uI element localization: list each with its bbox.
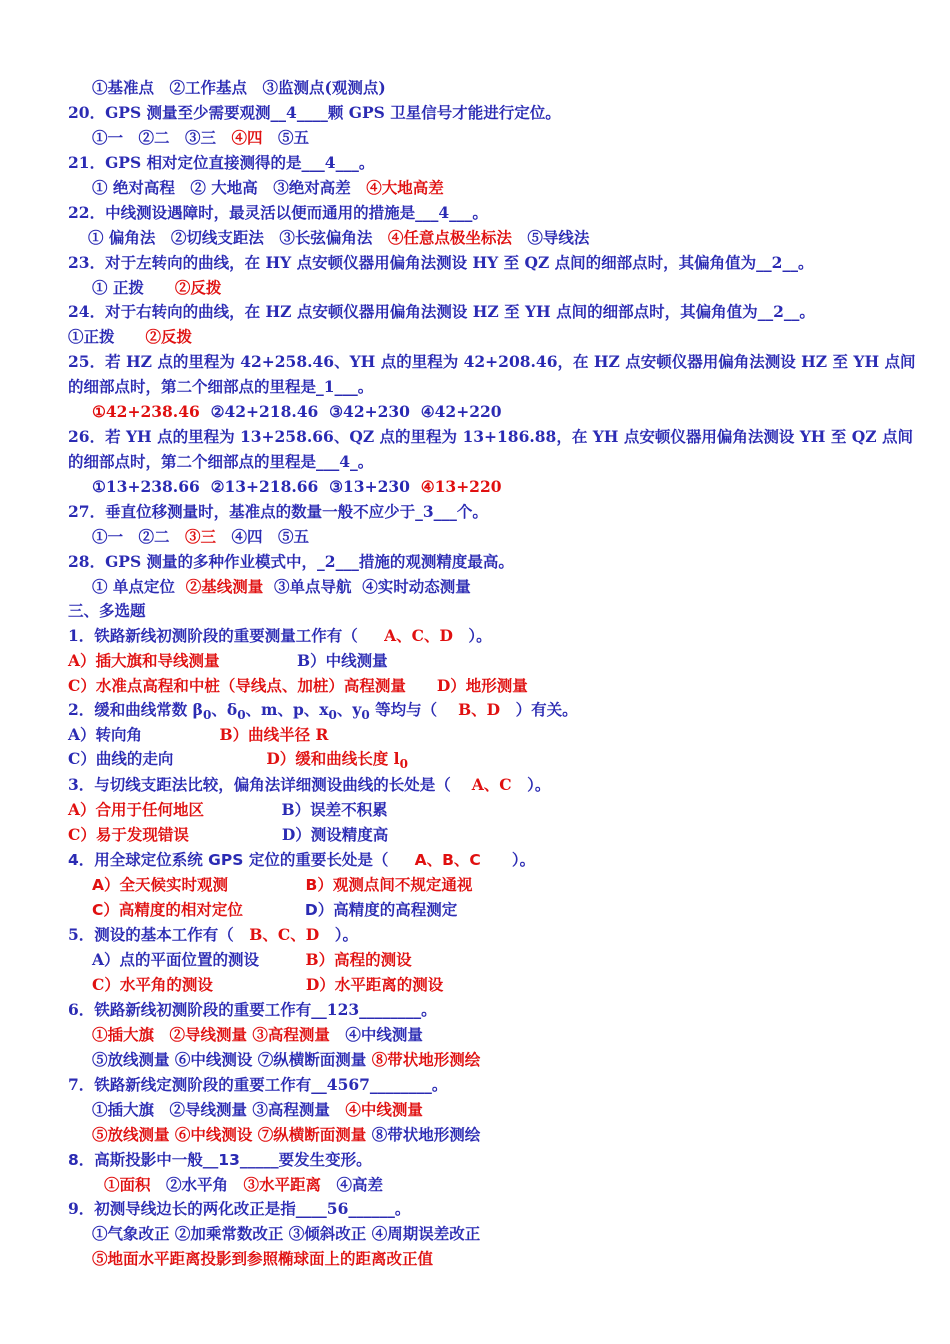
- text-line: [68, 601, 146, 621]
- text-line: [68, 203, 488, 223]
- answer-text: ③水平距离: [243, 1175, 322, 1194]
- question-text: 4．用全球定位系统 GPS 定位的重要长处是（: [68, 851, 415, 869]
- text-line: [92, 1249, 433, 1269]
- question-text: 21．GPS 相对定位直接测得的是___4___。: [68, 153, 375, 172]
- question-text: 的细部点时，第二个细部点的里程是_1___。: [68, 377, 374, 396]
- text-line: [92, 128, 309, 148]
- answer-text: C）水准点高程和中桩（导线点、加桩）高程测量 D）地形测量: [68, 676, 528, 695]
- text-line: [68, 800, 388, 820]
- question-text: D）测设精度高: [188, 825, 389, 844]
- question-text: ④中线测量: [329, 1025, 423, 1044]
- subscript: 0: [361, 708, 370, 722]
- question-text: 3．与切线支距法比较，偏角法详细测设曲线的长处是（: [68, 775, 472, 794]
- question-text: 6．铁路新线初测阶段的重要工作有__123________。: [68, 1000, 437, 1019]
- question-text: 27．垂直位移测量时，基准点的数量一般不应少于_3___个。: [68, 502, 488, 521]
- question-text: ）。: [480, 851, 536, 869]
- text-line: [88, 228, 589, 248]
- question-text: C）曲线的走向: [68, 749, 267, 768]
- subscript: 0: [328, 708, 337, 722]
- text-line: [92, 975, 443, 995]
- text-line: [68, 775, 550, 795]
- question-text: 22．中线测设遇障时，最灵活以便而通用的措施是___4___。: [68, 203, 488, 222]
- question-text: D）高精度的高程测定: [242, 901, 458, 919]
- text-line: [68, 825, 388, 845]
- text-line: [68, 725, 328, 745]
- question-text: ①插大旗 ②导线测量 ③高程测量: [92, 1100, 346, 1119]
- answer-text: A、B、C: [414, 851, 481, 869]
- text-line: [68, 377, 373, 397]
- question-text: 20．GPS 测量至少需要观测__4____颗 GPS 卫星信号才能进行定位。: [68, 103, 561, 122]
- text-line: [92, 1224, 480, 1244]
- text-line: [68, 1199, 410, 1219]
- question-text: 8．高斯投影中一般__13_____要发生变形。: [68, 1151, 372, 1169]
- question-text: ①基准点 ②工作基点 ③监测点(观测点): [92, 78, 386, 97]
- question-text: ①13+238.66 ②13+218.66 ③13+230: [92, 477, 421, 496]
- answer-text: A）合用于任何地区: [68, 800, 205, 819]
- question-text: ）。: [452, 626, 492, 645]
- question-text: 25．若 HZ 点的里程为 42+258.46、YH 点的里程为 42+208.46，在 HZ 点安顿仪器用偏角法测设 HZ 至 YH 点间: [68, 352, 916, 371]
- question-text: 5．测设的基本工作有（: [68, 925, 250, 944]
- text-line: [92, 875, 472, 895]
- answer-text: ④四: [231, 128, 263, 147]
- question-text: 、m、p、x: [245, 700, 329, 719]
- question-text: ① 单点定位: [92, 577, 186, 596]
- text-line: [92, 1050, 480, 1070]
- answer-text: ①插大旗 ②导线测量 ③高程测量: [92, 1025, 330, 1044]
- question-text: ②42+218.46 ③42+230 ④42+220: [199, 402, 502, 421]
- answer-text: B、C、D: [249, 925, 320, 944]
- answer-text: B）曲线半径 R: [219, 725, 329, 744]
- question-text: 、y: [336, 700, 362, 719]
- question-text: 23．对于左转向的曲线，在 HY 点安顿仪器用偏角法测设 HY 至 QZ 点间的细部点时，其偏角值为__2__。: [68, 253, 814, 272]
- question-text: 24．对于右转向的曲线，在 HZ 点安顿仪器用偏角法测设 HZ 至 YH 点间的细部点时，其偏角值为__2__。: [68, 302, 815, 321]
- text-line: [68, 925, 358, 945]
- text-line: [92, 402, 502, 422]
- text-line: [68, 1000, 437, 1020]
- question-text: ①一 ②二: [92, 527, 186, 546]
- question-text: [213, 975, 306, 994]
- answer-text: ④13+220: [420, 477, 502, 496]
- question-text: 等均与（: [369, 700, 459, 719]
- question-text: 7．铁路新线定测阶段的重要工作有__4567________。: [68, 1075, 448, 1094]
- question-text: 三、多选题: [68, 601, 146, 620]
- answer-text: ⑤地面水平距离投影到参照椭球面上的距离改正值: [92, 1249, 434, 1268]
- text-line: [92, 477, 502, 497]
- question-text: ⑤五: [262, 128, 310, 147]
- question-text: ）有关。: [500, 700, 578, 719]
- answer-text: A）插大旗和导线测量: [68, 651, 220, 670]
- question-text: ③单点导航 ④实时动态测量: [263, 577, 471, 596]
- text-line: [68, 1150, 372, 1170]
- text-line: [68, 749, 408, 770]
- question-text: [228, 876, 306, 894]
- answer-text: C）高精度的相对定位: [92, 901, 243, 919]
- question-text: 9．初测导线边长的两化改正是指____56______。: [68, 1199, 411, 1218]
- question-text: 2．缓和曲线常数 β: [68, 700, 203, 719]
- answer-text: ④大地高差: [366, 178, 444, 197]
- answer-text: D）水平距离的测设: [305, 975, 444, 994]
- text-line: [68, 676, 528, 696]
- text-line: [92, 577, 471, 597]
- text-line: [68, 552, 514, 572]
- text-line: [68, 153, 374, 173]
- question-text: ②水平角: [150, 1175, 244, 1194]
- subscript: 0: [237, 708, 246, 722]
- text-line: [92, 78, 386, 98]
- answer-text: B）观测点间不规定通视: [305, 876, 473, 894]
- answer-text: A、C: [471, 775, 512, 794]
- text-line: [92, 527, 309, 547]
- text-line: [68, 427, 913, 447]
- question-text: ① 正拨: [92, 278, 175, 297]
- subscript: 0: [202, 708, 212, 722]
- question-text: B）中线测量: [219, 651, 388, 670]
- text-line: [92, 178, 444, 198]
- answer-text: ①42+238.46: [92, 402, 200, 421]
- text-line: [68, 502, 488, 522]
- answer-text: ⑤放线测量 ⑥中线测设 ⑦纵横断面测量: [92, 1125, 367, 1144]
- question-text: ①一 ②二 ③三: [92, 128, 232, 147]
- text-line: [68, 452, 373, 472]
- text-line: [92, 1125, 480, 1145]
- answer-text: D）缓和曲线长度 l: [266, 749, 400, 768]
- question-text: 1．铁路新线初测阶段的重要测量工作有（: [68, 626, 385, 645]
- text-line: [68, 327, 192, 347]
- question-text: 28．GPS 测量的多种作业模式中，_2___措施的观测精度最高。: [68, 552, 514, 571]
- answer-text: ②反拨: [145, 327, 193, 346]
- text-line: [68, 302, 815, 322]
- question-text: ①正拨: [68, 327, 146, 346]
- text-line: [68, 651, 388, 671]
- answer-text: C）易于发现错误: [68, 825, 189, 844]
- answer-text: B、D: [458, 700, 501, 719]
- question-text: ④四 ⑤五: [216, 527, 310, 546]
- text-line: [68, 1075, 447, 1095]
- question-text: ⑤放线测量 ⑥中线测设 ⑦纵横断面测量: [92, 1050, 372, 1069]
- text-line: [68, 103, 561, 123]
- text-line: [92, 278, 221, 298]
- question-text: ）。: [319, 925, 358, 944]
- question-text: B）误差不积累: [204, 800, 388, 819]
- text-line: [92, 950, 412, 970]
- text-line: [68, 626, 492, 646]
- answer-text: C）水平角的测设: [92, 975, 213, 994]
- question-text: 的细部点时，第二个细部点的里程是___4_。: [68, 452, 374, 471]
- answer-text: ②基线测量: [185, 577, 264, 596]
- answer-text: ⑧带状地形测绘: [371, 1050, 481, 1069]
- answer-text: ④中线测量: [345, 1100, 423, 1119]
- question-text: 26．若 YH 点的里程为 13+258.66、QZ 点的里程为 13+186.88，在 YH 点安顿仪器用偏角法测设 YH 至 QZ 点间: [68, 427, 913, 446]
- question-text: ）。: [511, 775, 551, 794]
- question-text: 、δ: [211, 700, 238, 719]
- text-line: [104, 1175, 383, 1195]
- text-line: [68, 700, 578, 721]
- answer-text: B）高程的测设: [305, 950, 412, 969]
- answer-text: ④任意点极坐标法: [387, 228, 512, 247]
- answer-text: ①面积: [104, 1175, 151, 1194]
- question-text: A）转向角: [68, 725, 220, 744]
- answer-text: ②反拨: [174, 278, 222, 297]
- question-text: ① 偏角法 ②切线支距法 ③长弦偏角法: [88, 228, 388, 247]
- answer-text: A）全天候实时观测: [92, 876, 228, 894]
- text-line: [92, 1100, 423, 1120]
- answer-text: ③三: [185, 527, 217, 546]
- answer-text: A、C、D: [384, 626, 453, 645]
- question-text: ⑧带状地形测绘: [366, 1125, 481, 1144]
- text-line: [68, 253, 813, 273]
- text-line: [68, 352, 915, 372]
- subscript: 0: [399, 757, 408, 771]
- question-text: ① 绝对高程 ② 大地高 ③绝对高差: [92, 178, 367, 197]
- text-line: [68, 850, 535, 870]
- text-line: [92, 900, 457, 920]
- question-text: ⑤导线法: [511, 228, 590, 247]
- question-text: ④高差: [321, 1175, 384, 1194]
- question-text: A）点的平面位置的测设: [92, 950, 306, 969]
- text-line: [92, 1025, 423, 1045]
- question-text: ①气象改正 ②加乘常数改正 ③倾斜改正 ④周期误差改正: [92, 1224, 481, 1243]
